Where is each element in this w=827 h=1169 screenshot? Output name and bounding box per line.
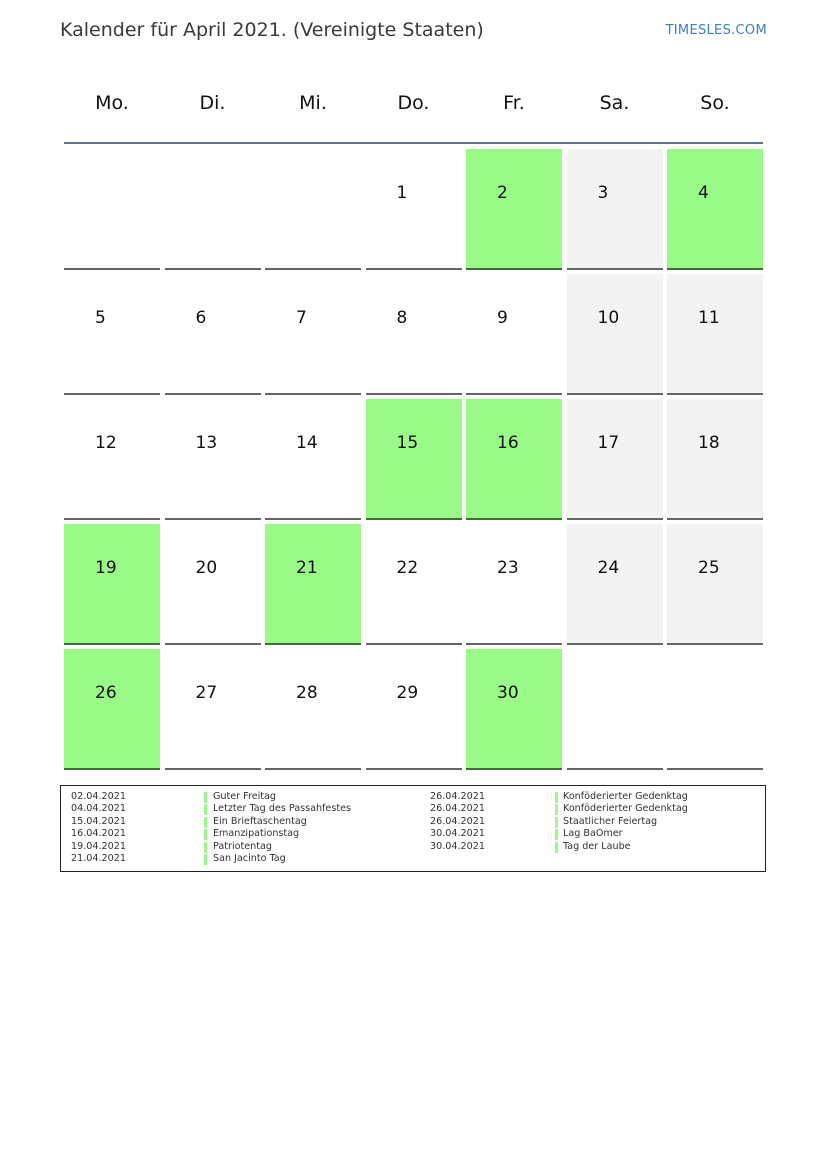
day-cell — [567, 149, 663, 270]
holiday-day-cell — [466, 149, 562, 270]
legend-date: 30.04.2021 — [430, 840, 485, 852]
holiday-day-cell — [667, 149, 763, 270]
legend-date: 21.04.2021 — [71, 853, 126, 864]
day-cell — [466, 524, 562, 645]
legend-color-marker — [204, 817, 207, 828]
day-cell — [165, 649, 261, 770]
day-cell — [165, 524, 261, 645]
day-cell — [366, 524, 462, 645]
page-title: Kalender für April 2021. (Vereinigte Staaten) — [60, 19, 484, 41]
day-number: 9 — [497, 308, 508, 328]
legend-date: 19.04.2021 — [71, 840, 126, 852]
legend-holiday-name: Patriotentag — [213, 840, 272, 852]
legend-color-marker — [204, 829, 207, 840]
legend-color-marker — [204, 842, 207, 853]
legend-holiday-name: Lag BaOmer — [563, 828, 623, 840]
legend-holiday-name: Staatlicher Feiertag — [563, 815, 658, 827]
weekday-label: Fr. — [503, 92, 525, 114]
legend-date: 26.04.2021 — [430, 803, 485, 815]
weekday-label: Do. — [397, 92, 430, 114]
day-number: 17 — [597, 433, 620, 453]
brand-link[interactable]: TIMESLES.COM — [665, 23, 767, 38]
day-number: 25 — [698, 558, 720, 578]
day-number: 2 — [497, 183, 508, 203]
legend-color-marker — [555, 842, 558, 853]
day-number: 7 — [296, 308, 307, 328]
day-cell — [64, 274, 160, 395]
day-cell — [567, 399, 663, 520]
weekday-label: Sa. — [599, 92, 630, 114]
day-number: 3 — [597, 183, 609, 203]
day-cell — [265, 274, 361, 395]
holiday-day-cell — [265, 524, 361, 645]
day-number: 6 — [195, 308, 207, 328]
empty-day-cell — [567, 649, 663, 770]
legend-holiday-name: Letzter Tag des Passahfestes — [213, 803, 351, 815]
legend-color-marker — [555, 804, 558, 815]
day-cell — [567, 524, 663, 645]
day-number: 18 — [698, 433, 720, 453]
day-number: 11 — [698, 308, 720, 328]
day-number: 29 — [396, 683, 419, 703]
weekday-label: Mo. — [95, 92, 129, 114]
legend-holiday-name: Konföderierter Gedenktag — [563, 791, 688, 802]
weekday-label: Di. — [199, 92, 226, 114]
legend-date: 02.04.2021 — [71, 791, 126, 802]
day-number: 8 — [396, 308, 408, 328]
legend-date: 04.04.2021 — [71, 803, 126, 815]
legend-color-marker — [555, 829, 558, 840]
legend-color-marker — [204, 854, 207, 865]
day-cell — [265, 649, 361, 770]
header-divider — [64, 142, 763, 144]
legend-color-marker — [555, 817, 558, 828]
day-cell — [567, 274, 663, 395]
day-cell — [165, 274, 261, 395]
day-number: 5 — [95, 308, 106, 328]
day-cell — [667, 274, 763, 395]
legend-holiday-name: Konföderierter Gedenktag — [563, 803, 688, 815]
day-cell — [667, 524, 763, 645]
legend-date: 15.04.2021 — [71, 815, 126, 827]
empty-day-cell — [64, 149, 160, 270]
day-number: 22 — [396, 558, 419, 578]
legend-date: 16.04.2021 — [71, 828, 126, 840]
day-cell — [667, 399, 763, 520]
day-number: 30 — [497, 683, 519, 703]
day-cell — [366, 274, 462, 395]
empty-day-cell — [667, 649, 763, 770]
holiday-day-cell — [64, 649, 160, 770]
day-cell — [165, 399, 261, 520]
empty-day-cell — [265, 149, 361, 270]
day-number: 13 — [195, 433, 218, 453]
legend-holiday-name: San Jacinto Tag — [213, 853, 286, 864]
weekday-label: Mi. — [299, 92, 327, 114]
day-number: 15 — [396, 433, 419, 453]
holiday-day-cell — [366, 399, 462, 520]
empty-day-cell — [165, 149, 261, 270]
day-number: 24 — [597, 558, 620, 578]
day-number: 4 — [698, 183, 709, 203]
legend-date: 26.04.2021 — [430, 815, 485, 827]
legend-date: 26.04.2021 — [430, 791, 485, 802]
day-number: 12 — [95, 433, 117, 453]
legend-holiday-name: Emanzipationstag — [213, 828, 300, 840]
legend-color-marker — [204, 792, 207, 803]
legend-color-marker — [555, 792, 558, 803]
holiday-legend — [60, 785, 766, 872]
day-number: 21 — [296, 558, 318, 578]
day-number: 27 — [195, 683, 218, 703]
day-number: 1 — [396, 183, 408, 203]
holiday-day-cell — [64, 524, 160, 645]
day-cell — [366, 149, 462, 270]
legend-holiday-name: Guter Freitag — [213, 791, 277, 802]
day-cell — [366, 649, 462, 770]
day-number: 19 — [95, 558, 117, 578]
legend-color-marker — [204, 804, 207, 815]
weekday-label: So. — [700, 92, 730, 114]
legend-holiday-name: Ein Brieftaschentag — [213, 815, 307, 827]
legend-date: 30.04.2021 — [430, 828, 485, 840]
legend-holiday-name: Tag der Laube — [563, 840, 631, 852]
day-number: 14 — [296, 433, 318, 453]
weekday-header — [64, 80, 764, 128]
day-number: 10 — [597, 308, 620, 328]
day-number: 23 — [497, 558, 519, 578]
day-number: 26 — [95, 683, 117, 703]
day-cell — [265, 399, 361, 520]
holiday-day-cell — [466, 399, 562, 520]
day-cell — [466, 274, 562, 395]
day-number: 28 — [296, 683, 318, 703]
holiday-day-cell — [466, 649, 562, 770]
day-number: 16 — [497, 433, 519, 453]
day-cell — [64, 399, 160, 520]
day-number: 20 — [195, 558, 218, 578]
